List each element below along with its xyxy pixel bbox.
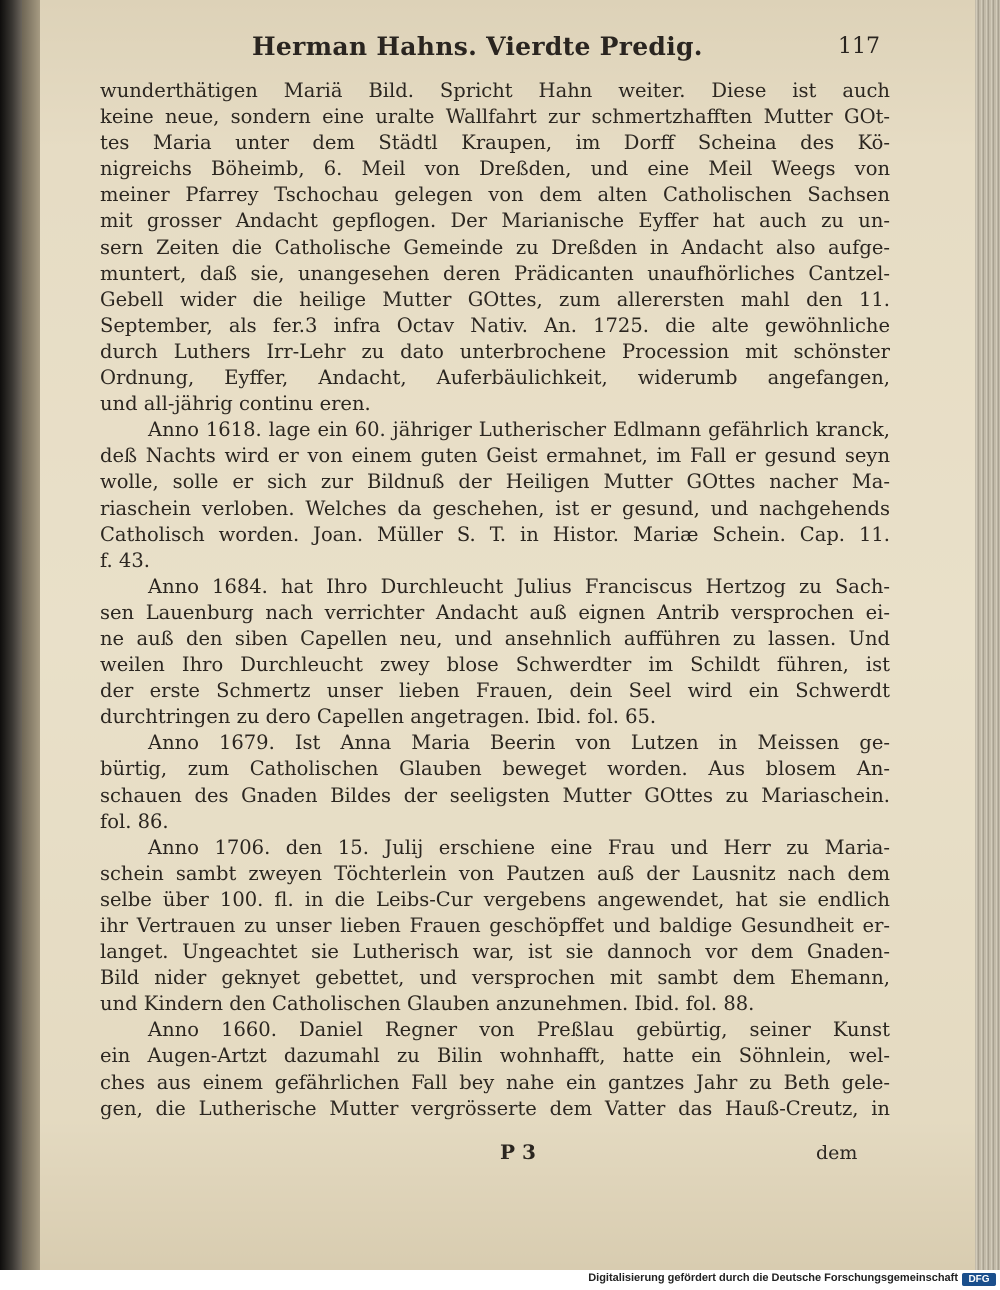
page-foot xyxy=(100,1140,870,1170)
text-line: wunderthätigen Mariä Bild. Spricht Hahn weiter. Diese ist auch xyxy=(100,79,890,102)
page-edges xyxy=(975,0,1000,1270)
text-line: wolle, solle er sich zur Bildnuß der Heiligen Mutter GOttes nacher Ma- xyxy=(100,470,890,494)
body-text xyxy=(100,78,890,1122)
text-line: Anno 1706. den 15. Julij erschiene eine Frau und Herr zu Maria- xyxy=(148,835,890,859)
text-line: sen Lauenburg nach verrichter Andacht auß eignen Antrib versprochen ei- xyxy=(100,600,890,624)
text-line: Bild nider geknyet gebettet, und versprochen mit sambt dem Ehemann, xyxy=(100,966,890,990)
text-line: keine neue, sondern eine uralte Wallfahrt zur schmertzhafften Mutter GOt- xyxy=(100,105,890,129)
text-line: Catholisch worden. Joan. Müller S. T. in Histor. Mariæ Schein. Cap. 11. xyxy=(100,522,890,546)
text-line: Anno 1679. Ist Anna Maria Beerin von Lutzen in Meissen ge- xyxy=(148,731,890,755)
text-line: gen, die Lutherische Mutter vergrösserte dem Vatter das Hauß-Creutz, in xyxy=(100,1096,890,1120)
text-line: schauen des Gnaden Bildes der seeligsten Mutter GOttes zu Mariaschein. xyxy=(100,783,890,807)
text-line: und all-jährig continu eren. xyxy=(100,392,371,416)
text-line: langet. Ungeachtet sie Lutherisch war, ist sie dannoch vor dem Gnaden- xyxy=(100,940,890,964)
catchword: dem xyxy=(816,1142,858,1164)
text-line: ches aus einem gefährlichen Fall bey nahe ein gantzes Jahr zu Beth gele- xyxy=(100,1070,890,1094)
text-line: September, als fer.3 infra Octav Nativ. An. 1725. die alte gewöhnliche xyxy=(100,313,890,337)
text-line: Gebell wider die heilige Mutter GOttes, zum allerersten mahl den 11. xyxy=(100,287,890,311)
text-line: riaschein verloben. Welches da geschehen, ist er gesund, und nachgehends xyxy=(100,496,890,520)
text-line: Ordnung, Eyffer, Andacht, Auferbäulichkeit, widerumb angefangen, xyxy=(100,366,890,390)
text-line: muntert, daß sie, unangesehen deren Prädicanten unaufhörliches Cantzel- xyxy=(100,261,890,285)
book-cover-edge xyxy=(0,0,22,1270)
text-line: ein Augen-Artzt dazumahl zu Bilin wohnhafft, hatte ein Söhnlein, wel- xyxy=(100,1044,890,1068)
text-line: selbe über 100. fl. in die Leibs-Cur vergebens angewendet, hat sie endlich xyxy=(100,887,890,911)
page-number: 117 xyxy=(838,34,880,59)
text-line: durch Luthers Irr-Lehr zu dato unterbrochene Procession mit schönster xyxy=(100,339,890,363)
text-line: fol. 86. xyxy=(100,809,169,833)
text-line: weilen Ihro Durchleucht zwey blose Schwerdter im Schildt führen, ist xyxy=(100,653,890,677)
text-line: bürtig, zum Catholischen Glauben beweget worden. Aus blosem An- xyxy=(100,757,890,781)
running-head: Herman Hahns. Vierdte Predig. xyxy=(252,32,703,61)
text-line: f. 43. xyxy=(100,548,150,572)
text-line: Anno 1618. lage ein 60. jähriger Lutherischer Edlmann gefährlich kranck, xyxy=(148,418,890,442)
text-line: der erste Schmertz unser lieben Frauen, dein Seel wird ein Schwerdt xyxy=(100,679,890,703)
signature-mark: P 3 xyxy=(500,1140,536,1164)
text-line: sern Zeiten die Catholische Gemeinde zu Dreßden in Andacht also aufge- xyxy=(100,235,890,259)
text-line: deß Nachts wird er von einem guten Geist ermahnet, im Fall er gesund seyn xyxy=(100,444,890,468)
text-line: meiner Pfarrey Tschochau gelegen von dem alten Catholischen Sachsen xyxy=(100,183,890,207)
dfg-logo: DFG xyxy=(962,1273,996,1286)
text-line: durchtringen zu dero Capellen angetragen. Ibid. fol. 65. xyxy=(100,705,657,729)
text-line: tes Maria unter dem Städtl Kraupen, im Dorff Scheina des Kö- xyxy=(100,131,890,155)
text-line: nigreichs Böheimb, 6. Meil von Dreßden, und eine Meil Weegs von xyxy=(100,157,890,181)
text-line: ihr Vertrauen zu unser lieben Frauen geschöpffet und baldige Gesundheit er- xyxy=(100,914,890,937)
footer-credit: Digitalisierung gefördert durch die Deutsche Forschungsgemeinschaft xyxy=(588,1272,958,1284)
text-line: Anno 1660. Daniel Regner von Preßlau gebürtig, seiner Kunst xyxy=(148,1018,890,1042)
text-line: Anno 1684. hat Ihro Durchleucht Julius Franciscus Hertzog zu Sach- xyxy=(148,574,890,598)
page-header xyxy=(100,26,900,72)
text-line: mit grosser Andacht gepflogen. Der Marianische Eyffer hat auch zu un- xyxy=(100,209,890,233)
text-line: und Kindern den Catholischen Glauben anzunehmen. Ibid. fol. 88. xyxy=(100,992,755,1016)
text-line: ne auß den siben Capellen neu, und ansehnlich aufführen zu lassen. Und xyxy=(100,626,890,650)
text-line: schein sambt zweyen Töchterlein von Pautzen auß der Lausnitz nach dem xyxy=(100,861,890,885)
